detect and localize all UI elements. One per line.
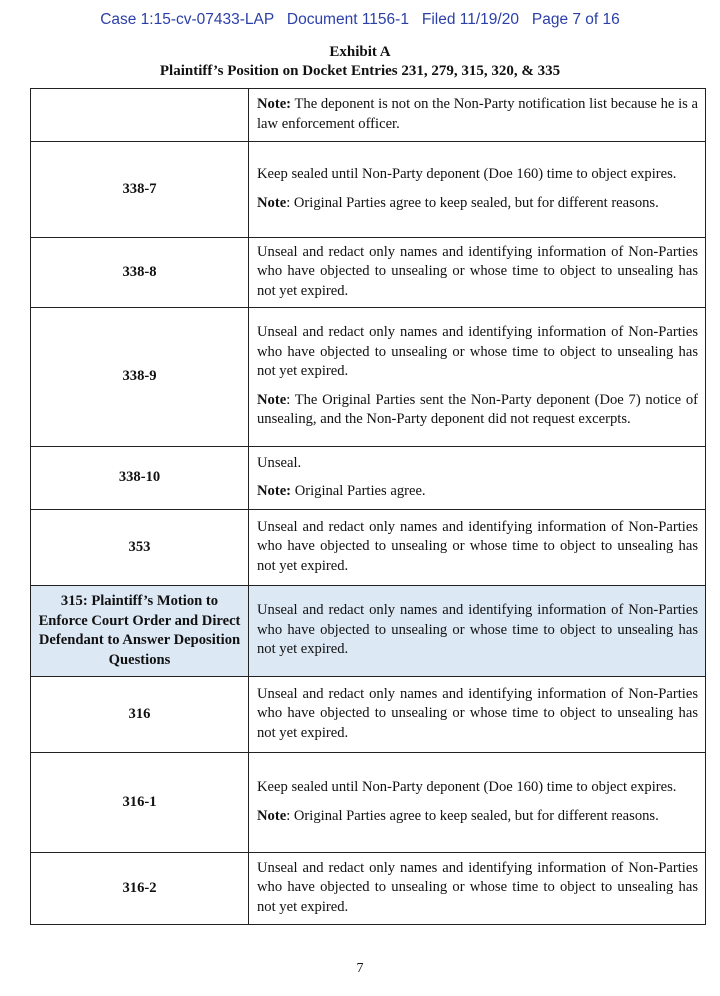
- position-paragraph: [257, 518, 698, 577]
- position-paragraph: [257, 454, 698, 474]
- position-paragraph: [257, 859, 698, 918]
- position-cell: [249, 238, 706, 308]
- position-paragraph: [257, 482, 698, 502]
- docket-entry-label: 338-8: [122, 263, 157, 280]
- position-text: Unseal and redact only names and identifying information of Non-Parties who have objected to unsealing or whose time to object to unsealing has not yet expired.: [257, 859, 698, 915]
- docket-entry-cell: [31, 586, 249, 677]
- filed-date: Filed 11/19/20: [421, 11, 519, 28]
- position-cell: [249, 89, 706, 142]
- table-row: [31, 142, 706, 238]
- table-row: [31, 677, 706, 753]
- position-paragraph: [257, 243, 698, 302]
- docket-entry-label: 316-1: [122, 793, 157, 810]
- table-row: [31, 447, 706, 510]
- position-text: The deponent is not on the Non-Party notification list because he is a law enforcement officer.: [257, 96, 698, 132]
- docket-entry-cell: [31, 447, 249, 510]
- docket-entry-cell: [31, 238, 249, 308]
- note-label: Note: [257, 194, 287, 211]
- docket-entry-label: 315: Plaintiff’s Motion to Enforce Court Order and Direct Defendant to Answer Deposition Questions: [38, 593, 241, 668]
- position-text: Unseal and redact only names and identifying information of Non-Parties who have objected to unsealing or whose time to object to unsealing has not yet expired.: [257, 518, 698, 574]
- note-label: Note:: [257, 96, 292, 112]
- docket-entry-cell: [31, 510, 249, 586]
- position-cell: [249, 586, 706, 677]
- page-count: Page 7 of 16: [531, 11, 620, 28]
- position-paragraph: [257, 685, 698, 744]
- note-label: Note:: [257, 483, 292, 499]
- position-text: : The Original Parties sent the Non-Party deponent (Doe 7) notice of unsealing, and the Non-Party deponent did not request excerpts.: [257, 391, 698, 428]
- position-paragraph: [257, 165, 698, 185]
- docket-entries-table: [30, 88, 706, 925]
- position-cell: [249, 308, 706, 447]
- table-row: [31, 238, 706, 308]
- position-paragraph: [257, 807, 698, 827]
- position-cell: [249, 853, 706, 925]
- docket-entry-cell: [31, 677, 249, 753]
- case-number: Case 1:15-cv-07433-LAP: [100, 11, 274, 28]
- docket-entry-cell: [31, 142, 249, 238]
- position-text: Keep sealed until Non-Party deponent (Doe 160) time to object expires.: [257, 166, 677, 182]
- note-label: Note: [257, 391, 287, 408]
- table-row: [31, 753, 706, 853]
- docket-entry-cell: [31, 89, 249, 142]
- position-paragraph: [257, 601, 698, 660]
- docket-entry-label: 316-2: [122, 879, 157, 896]
- document-number: Document 1156-1: [286, 11, 409, 28]
- position-text: Keep sealed until Non-Party deponent (Doe 160) time to object expires.: [257, 779, 677, 795]
- position-cell: [249, 142, 706, 238]
- docket-entry-label: 353: [128, 538, 151, 555]
- exhibit-subtitle: Plaintiff’s Position on Docket Entries 231, 279, 315, 320, & 335: [159, 63, 561, 79]
- position-paragraph: [257, 194, 698, 214]
- table-row: [31, 510, 706, 586]
- docket-entry-label: 338-9: [122, 368, 157, 385]
- position-cell: [249, 753, 706, 853]
- position-text: : Original Parties agree to keep sealed, but for different reasons.: [286, 194, 659, 211]
- position-text: Unseal and redact only names and identifying information of Non-Parties who have objected to unsealing or whose time to object to unsealing has not yet expired.: [257, 602, 698, 658]
- position-text: Unseal and redact only names and identifying information of Non-Parties who have objected to unsealing or whose time to object to unsealing has not yet expired.: [257, 324, 698, 380]
- docket-entry-label: 338-7: [122, 180, 157, 197]
- docket-entry-label: 316: [128, 705, 151, 722]
- position-paragraph: [257, 323, 698, 382]
- position-cell: [249, 510, 706, 586]
- position-cell: [249, 447, 706, 510]
- docket-entry-cell: [31, 308, 249, 447]
- note-label: Note: [257, 807, 287, 824]
- table-row: [31, 308, 706, 447]
- page-number: 7: [356, 961, 364, 976]
- position-paragraph: [257, 95, 698, 134]
- position-paragraph: [257, 391, 698, 430]
- position-text: Unseal and redact only names and identifying information of Non-Parties who have objected to unsealing or whose time to object to unsealing has not yet expired.: [257, 685, 698, 741]
- position-text: Original Parties agree.: [291, 483, 426, 499]
- table-row: [31, 853, 706, 925]
- docket-entry-cell: [31, 753, 249, 853]
- position-text: : Original Parties agree to keep sealed, but for different reasons.: [286, 807, 659, 824]
- table-row: [31, 586, 706, 677]
- court-filing-header: [0, 11, 720, 29]
- docket-entry-label: 338-10: [118, 469, 161, 486]
- position-text: Unseal and redact only names and identifying information of Non-Parties who have objected to unsealing or whose time to object to unsealing has not yet expired.: [257, 243, 698, 299]
- table-row: [31, 89, 706, 142]
- exhibit-title: Exhibit A: [329, 44, 391, 60]
- position-paragraph: [257, 778, 698, 798]
- position-cell: [249, 677, 706, 753]
- position-text: Unseal.: [257, 454, 302, 471]
- docket-entry-cell: [31, 853, 249, 925]
